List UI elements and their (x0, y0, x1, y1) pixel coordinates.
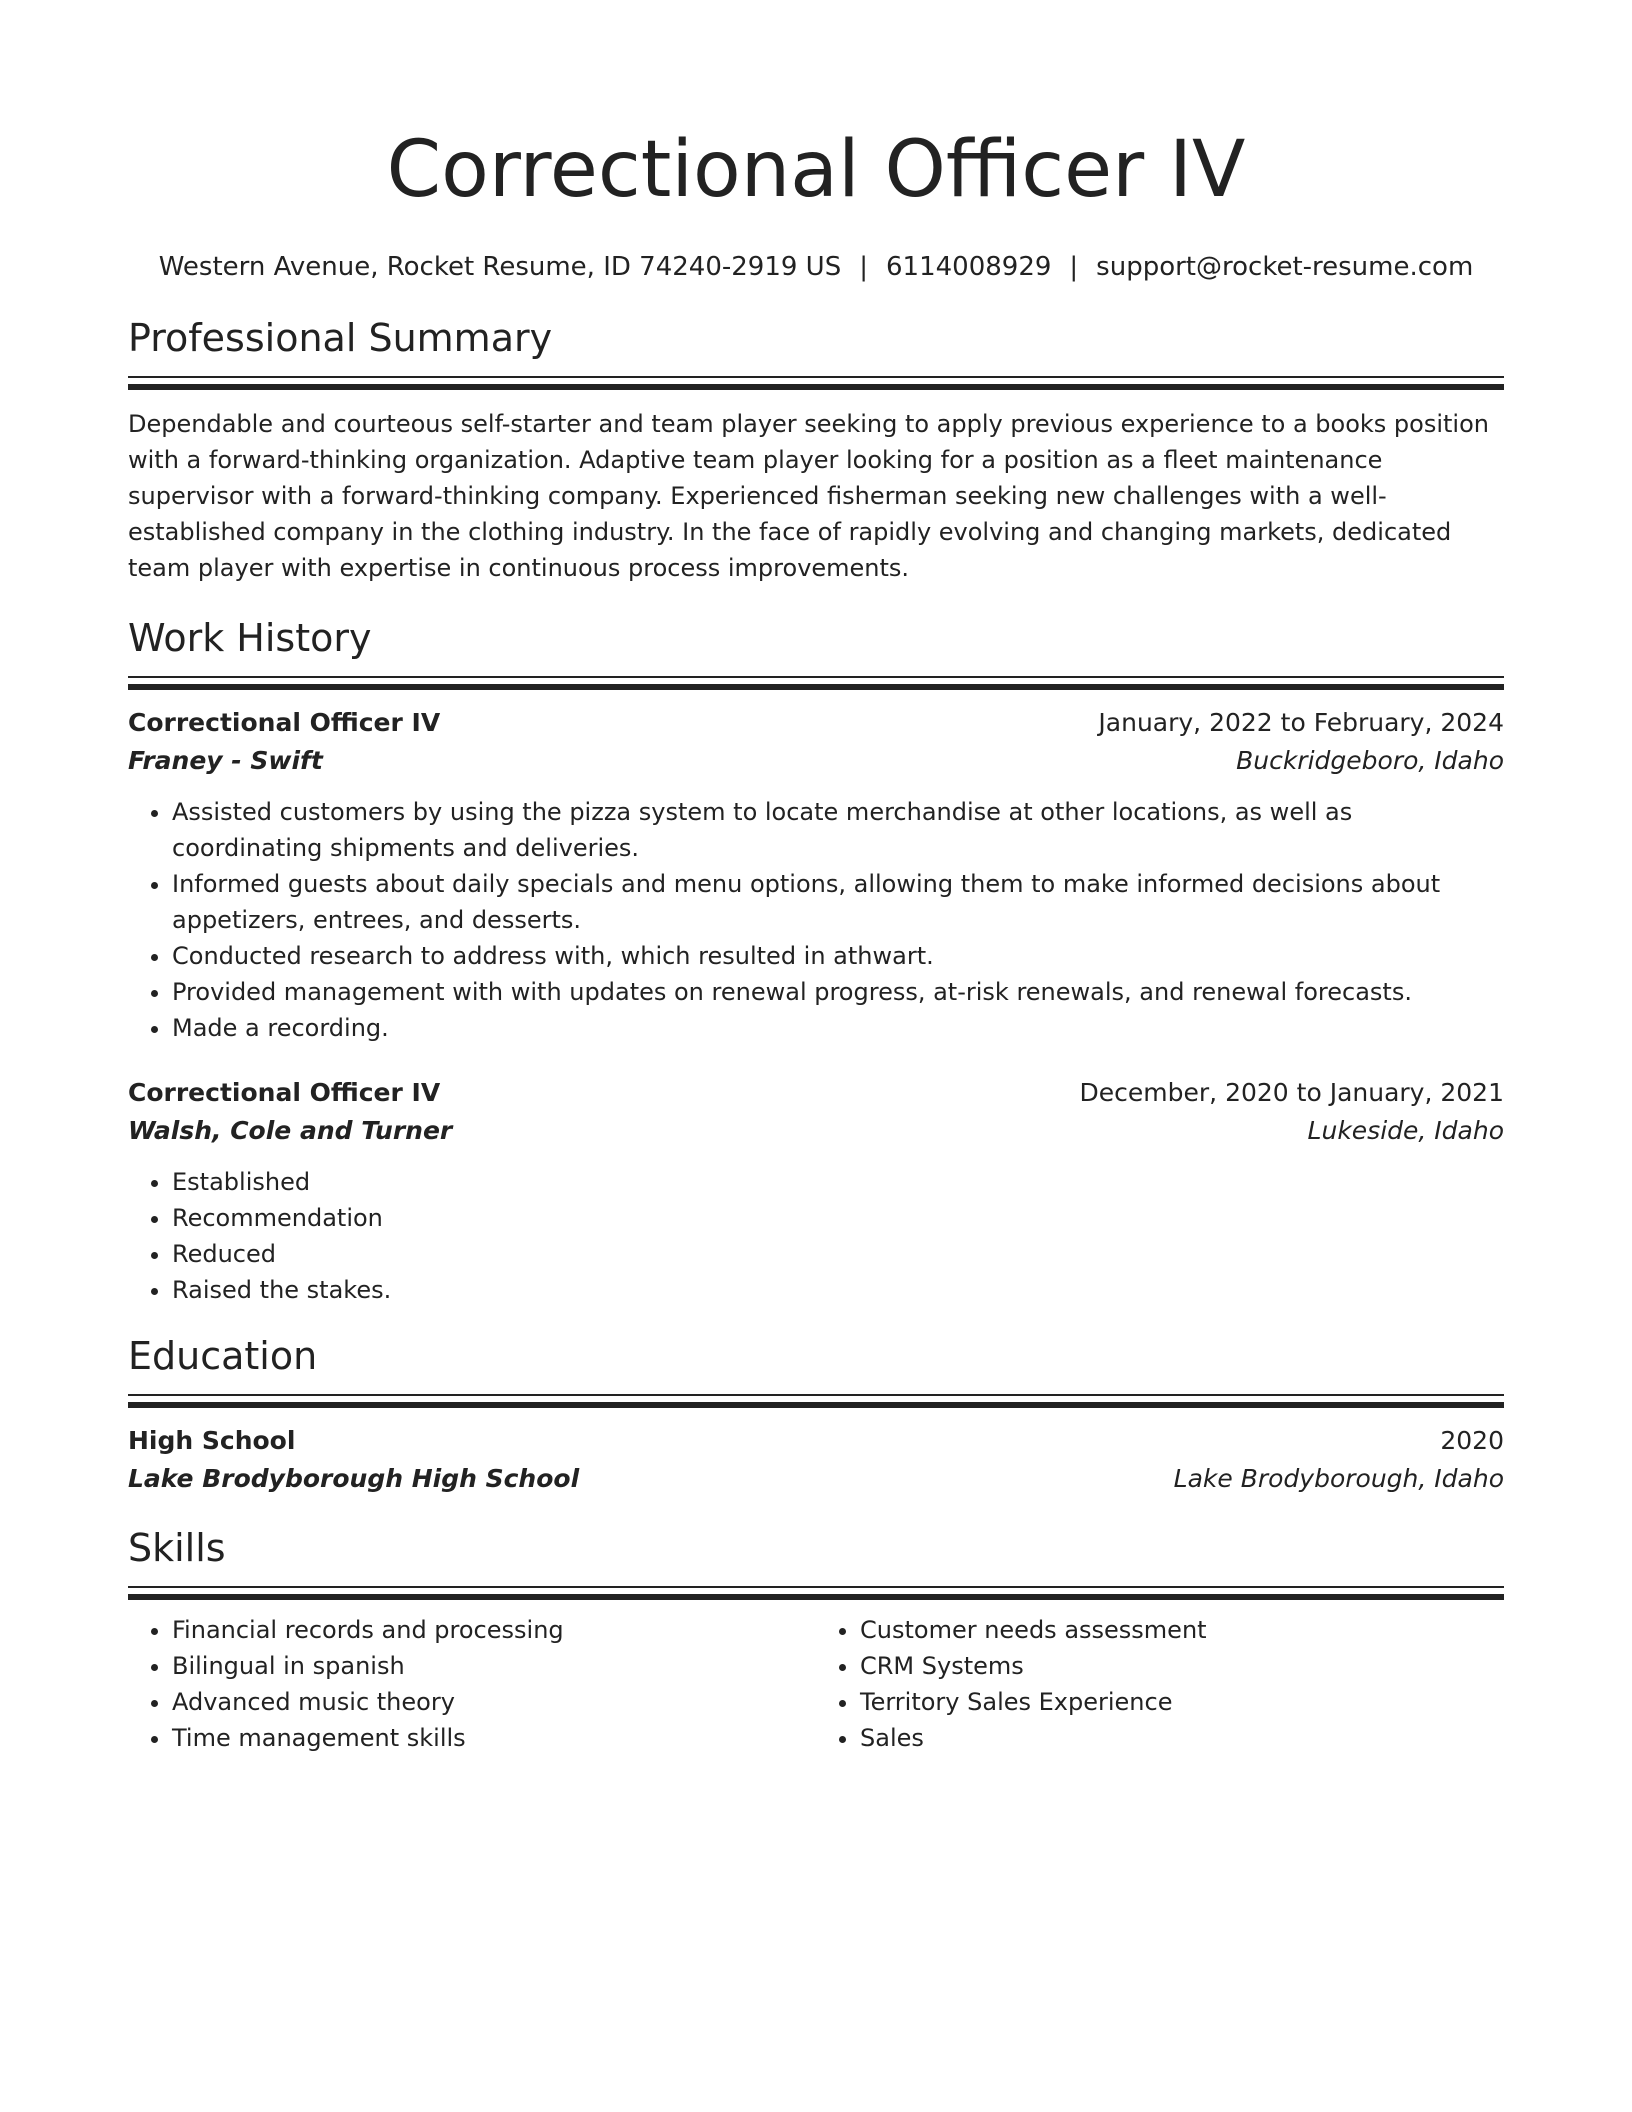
section-divider-thick (128, 384, 1504, 390)
education-entry (128, 1422, 1504, 1498)
job-bullet: • Raised the stakes. (172, 1272, 1504, 1308)
section-divider (128, 1586, 1504, 1588)
skill-item: • Sales (860, 1720, 1504, 1756)
section-divider (128, 376, 1504, 378)
job-entry (128, 1074, 1504, 1308)
education-school-row (128, 1460, 1504, 1498)
skill-item: • CRM Systems (860, 1648, 1504, 1684)
job-entry (128, 704, 1504, 1046)
education-year: 2020 (1440, 1426, 1504, 1455)
job-company: Walsh, Cole and Turner (128, 1116, 453, 1145)
resume-name: Correctional Officer IV (386, 125, 1246, 215)
job-header-row (128, 1074, 1504, 1112)
section-divider-thick (128, 1594, 1504, 1600)
skills-list (816, 1612, 1504, 1756)
section-divider (128, 676, 1504, 678)
job-company-row (128, 742, 1504, 780)
education-location: Lake Brodyborough, Idaho (1173, 1464, 1504, 1493)
skill-item: • Bilingual in spanish (172, 1648, 816, 1684)
job-bullet: • Provided management with with updates on renewal progress, at-risk renewals, and renewal forecasts. (172, 974, 1504, 1010)
job-dates: December, 2020 to January, 2021 (1079, 1078, 1504, 1107)
section-divider (128, 1394, 1504, 1396)
skills-grid (128, 1612, 1504, 1756)
job-bullets (128, 794, 1504, 1046)
job-title: Correctional Officer IV (128, 1078, 441, 1107)
skill-item: • Territory Sales Experience (860, 1684, 1504, 1720)
section-divider-thick (128, 1402, 1504, 1408)
contact-separator: | (859, 252, 868, 282)
job-bullet: • Conducted research to address with, which resulted in athwart. (172, 938, 1504, 974)
job-bullet: • Assisted customers by using the pizza system to locate merchandise at other locations, as well as coordinating shipments and deliveries. (172, 794, 1504, 866)
job-location: Buckridgeboro, Idaho (1236, 746, 1504, 775)
contact-email: support@rocket-resume.com (1096, 252, 1474, 282)
contact-phone: 6114008929 (885, 252, 1052, 282)
contact-address: Western Avenue, Rocket Resume, ID 74240-2919 US (158, 252, 842, 282)
job-company-row (128, 1112, 1504, 1150)
skills-heading: Skills (128, 1526, 226, 1570)
work-heading: Work History (128, 616, 372, 660)
summary-section (128, 314, 1504, 586)
skill-item: • Time management skills (172, 1720, 816, 1756)
education-heading: Education (128, 1334, 318, 1378)
summary-heading: Professional Summary (128, 316, 553, 360)
job-company: Franey - Swift (128, 746, 323, 775)
skill-item: • Financial records and processing (172, 1612, 816, 1648)
education-school: Lake Brodyborough High School (128, 1464, 580, 1493)
contact-separator: | (1069, 252, 1079, 282)
contact-line (128, 250, 1504, 284)
skills-column-right (816, 1612, 1504, 1756)
education-header-row (128, 1422, 1504, 1460)
job-bullet: • Established (172, 1164, 1504, 1200)
job-dates: January, 2022 to February, 2024 (1098, 708, 1504, 737)
summary-text: Dependable and courteous self-starter and team player seeking to apply previous experience to a books position with a forward-thinking organization. Adaptive team player looking for a position as a fleet maintenance supervisor with a forward-thinking company. Experienced fisherman seeking new challenges with a well-established company in the clothing industry. In the face of rapidly evolving and changing markets, dedicated team player with expertise in continuous process improvements. (128, 410, 1489, 582)
skill-item: • Customer needs assessment (860, 1612, 1504, 1648)
job-bullet: • Made a recording. (172, 1010, 1504, 1046)
work-section (128, 614, 1504, 1308)
section-divider-thick (128, 684, 1504, 690)
job-bullet: • Recommendation (172, 1200, 1504, 1236)
job-header-row (128, 704, 1504, 742)
education-section (128, 1332, 1504, 1498)
skill-item: • Advanced music theory (172, 1684, 816, 1720)
job-bullet: • Reduced (172, 1236, 1504, 1272)
job-title: Correctional Officer IV (128, 708, 441, 737)
skills-list (128, 1612, 816, 1756)
skills-column-left (128, 1612, 816, 1756)
skills-section (128, 1524, 1504, 1756)
job-bullet: • Informed guests about daily specials and menu options, allowing them to make informed decisions about appetizers, entrees, and desserts. (172, 866, 1504, 938)
job-location: Lukeside, Idaho (1307, 1116, 1504, 1145)
job-bullets (128, 1164, 1504, 1308)
education-degree: High School (128, 1426, 296, 1455)
